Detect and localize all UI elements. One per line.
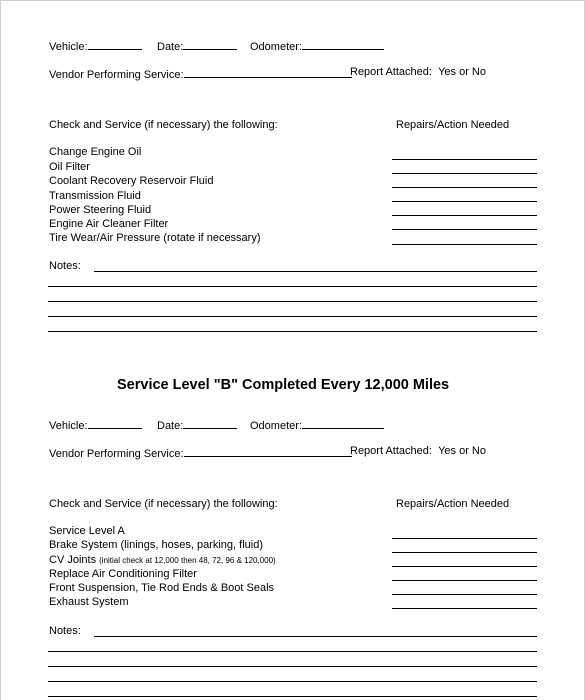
check-service-label: Check and Service (if necessary) the following: xyxy=(49,119,278,131)
list-item: Engine Air Cleaner Filter xyxy=(49,218,169,230)
date-field[interactable] xyxy=(183,417,237,429)
odometer-field[interactable] xyxy=(302,38,384,50)
notes-line[interactable] xyxy=(48,286,537,287)
vendor-row xyxy=(49,445,352,460)
repair-line[interactable] xyxy=(392,552,537,553)
vehicle-field[interactable] xyxy=(88,38,142,50)
report-row xyxy=(350,66,486,78)
odometer-field[interactable] xyxy=(302,417,384,429)
report-label: Report Attached: xyxy=(350,66,432,78)
notes-line[interactable] xyxy=(48,681,537,682)
vendor-label: Vendor Performing Service: xyxy=(49,69,184,81)
repair-line[interactable] xyxy=(392,229,537,230)
notes-line[interactable] xyxy=(94,271,537,272)
repair-line[interactable] xyxy=(392,201,537,202)
repair-line[interactable] xyxy=(392,215,537,216)
list-item: Exhaust System xyxy=(49,596,129,608)
repairs-header: Repairs/Action Needed xyxy=(396,498,510,510)
notes-line[interactable] xyxy=(48,316,537,317)
notes-line[interactable] xyxy=(48,651,537,652)
repair-line[interactable] xyxy=(392,608,537,609)
vehicle-row xyxy=(49,38,142,53)
vehicle-row xyxy=(49,417,142,432)
vendor-row xyxy=(49,66,352,81)
yes-no-option[interactable]: Yes or No xyxy=(438,66,486,78)
repair-line[interactable] xyxy=(392,580,537,581)
check-service-label: Check and Service (if necessary) the following: xyxy=(49,498,278,510)
date-label: Date: xyxy=(157,420,184,432)
vendor-field[interactable] xyxy=(184,66,352,78)
repair-line[interactable] xyxy=(392,159,537,160)
vendor-field[interactable] xyxy=(184,445,352,457)
section-heading: Service Level "B" Completed Every 12,000 Miles xyxy=(117,377,450,393)
notes-label: Notes: xyxy=(49,260,81,272)
list-item: Change Engine Oil xyxy=(49,146,142,158)
notes-line[interactable] xyxy=(48,696,537,697)
date-row xyxy=(157,417,237,432)
list-item: Replace Air Conditioning Filter xyxy=(49,568,197,580)
list-item: Power Steering Fluid xyxy=(49,204,152,216)
list-item: Brake System (linings, hoses, parking, fluid) xyxy=(49,539,263,551)
odometer-row xyxy=(250,38,384,53)
odometer-row xyxy=(250,417,384,432)
date-label: Date: xyxy=(157,41,184,53)
yes-no-option[interactable]: Yes or No xyxy=(438,445,486,457)
notes-line[interactable] xyxy=(48,331,537,332)
cv-joints-note: (initial check at 12,000 then 48, 72, 96 & 120,000) xyxy=(99,556,276,565)
vehicle-label: Vehicle: xyxy=(49,41,88,53)
date-field[interactable] xyxy=(183,38,237,50)
vendor-label: Vendor Performing Service: xyxy=(49,448,184,460)
repair-line[interactable] xyxy=(392,187,537,188)
vehicle-label: Vehicle: xyxy=(49,420,88,432)
repairs-header: Repairs/Action Needed xyxy=(396,119,510,131)
list-item xyxy=(49,554,276,566)
repair-line[interactable] xyxy=(392,538,537,539)
notes-line[interactable] xyxy=(48,666,537,667)
list-item-label: CV Joints xyxy=(49,554,97,566)
report-label: Report Attached: xyxy=(350,445,432,457)
date-row xyxy=(157,38,237,53)
list-item: Front Suspension, Tie Rod Ends & Boot Seals xyxy=(49,582,275,594)
list-item: Service Level A xyxy=(49,525,125,537)
list-item: Coolant Recovery Reservoir Fluid xyxy=(49,175,214,187)
repair-line[interactable] xyxy=(392,566,537,567)
notes-label: Notes: xyxy=(49,625,81,637)
repair-line[interactable] xyxy=(392,594,537,595)
list-item: Tire Wear/Air Pressure (rotate if necessary) xyxy=(49,232,261,244)
report-row xyxy=(350,445,486,457)
list-item: Oil Filter xyxy=(49,161,90,173)
notes-line[interactable] xyxy=(48,301,537,302)
repair-line[interactable] xyxy=(392,173,537,174)
notes-line[interactable] xyxy=(94,636,537,637)
odometer-label: Odometer: xyxy=(250,420,302,432)
vehicle-field[interactable] xyxy=(88,417,142,429)
repair-line[interactable] xyxy=(392,244,537,245)
list-item: Transmission Fluid xyxy=(49,190,141,202)
odometer-label: Odometer: xyxy=(250,41,302,53)
